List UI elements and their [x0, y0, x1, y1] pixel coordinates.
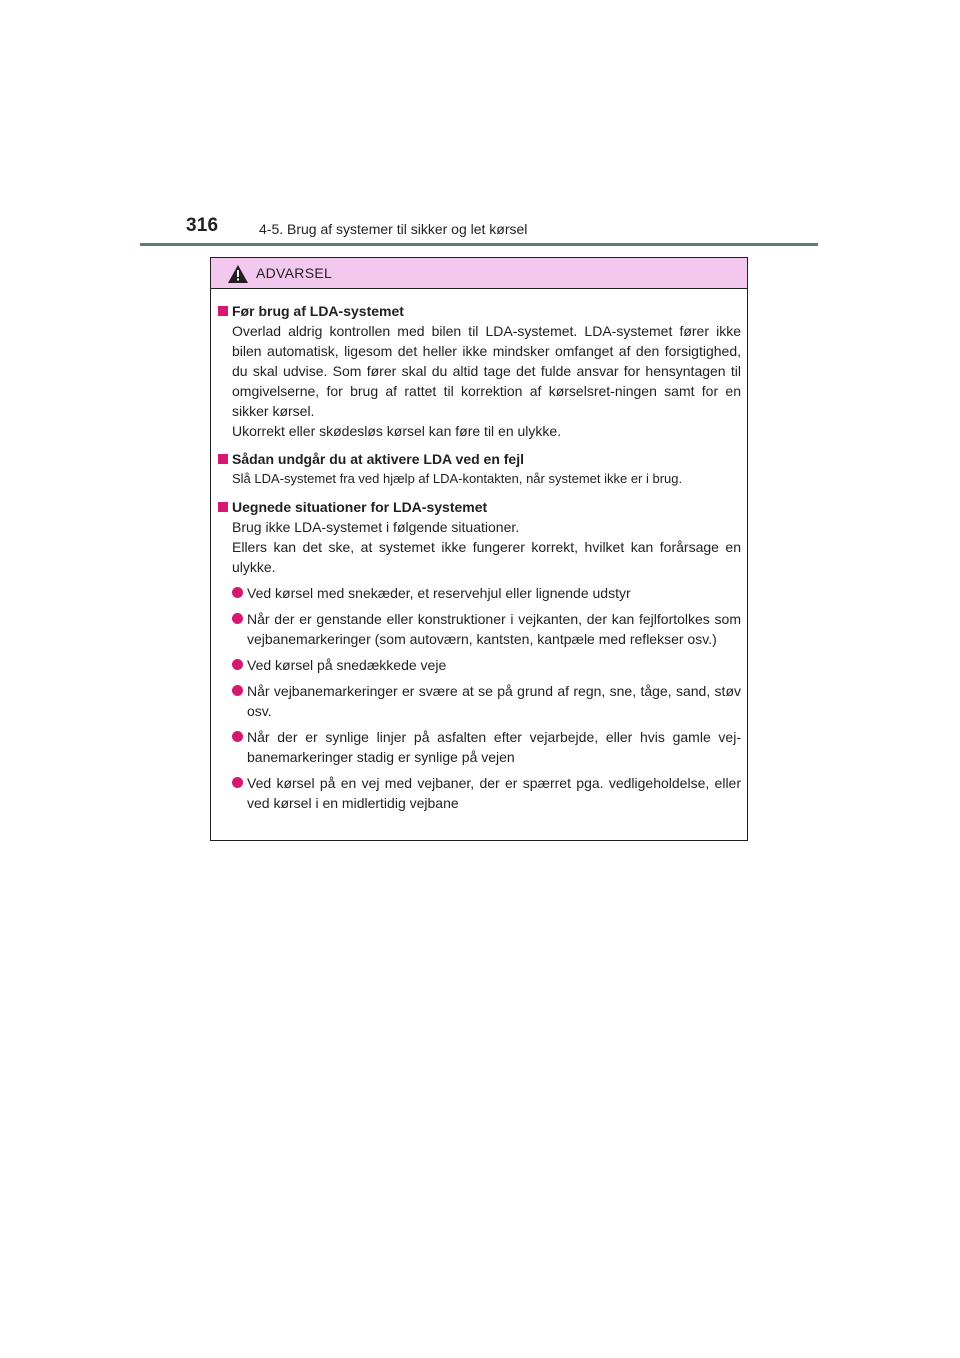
list-item — [216, 583, 741, 603]
circle-bullet-icon — [232, 613, 243, 624]
page-number: 316 — [186, 215, 219, 236]
list-item-text: Når vejbanemarkeringer er svære at se på grund af regn, sne, tåge, sand, støv osv. — [247, 683, 741, 719]
item-heading-text: Før brug af LDA-systemet — [232, 303, 404, 319]
item-heading — [216, 301, 741, 321]
square-bullet-icon — [218, 454, 228, 464]
list-item — [216, 727, 741, 767]
warning-triangle-icon — [228, 265, 248, 283]
item-heading — [216, 497, 741, 517]
circle-bullet-icon — [232, 587, 243, 598]
paragraph: Ellers kan det ske, at systemet ikke fungerer korrekt, hvilket kan forårsage en ulykke. — [232, 539, 741, 575]
list-item — [216, 681, 741, 721]
paragraph: Overlad aldrig kontrollen med bilen til LDA-systemet. LDA-systemet fører ikke bilen automatisk, ligesom det heller ikke mindsker omfanget af den forsigtighed, du skal udvise. Som fører skal du altid tage det fulde ansvar for hensyntagen til omgivelserne, for brug af rattet til korrektion af kørselsret-ningen samt for en sikker kørsel. — [232, 323, 741, 419]
item-heading-text: Uegnede situationer for LDA-systemet — [232, 499, 488, 515]
section-title: 4-5. Brug af systemer til sikker og let kørsel — [259, 221, 528, 237]
circle-bullet-icon — [232, 731, 243, 742]
list-item — [216, 655, 741, 675]
warning-body — [211, 289, 747, 813]
circle-bullet-icon — [232, 685, 243, 696]
list-item — [216, 773, 741, 813]
square-bullet-icon — [218, 502, 228, 512]
list-item-text: Ved kørsel med snekæder, et reservehjul eller lignende udstyr — [247, 585, 631, 601]
paragraph: Slå LDA-systemet fra ved hjælp af LDA-kontakten, når systemet ikke er i brug. — [232, 471, 683, 486]
paragraph: Brug ikke LDA-systemet i følgende situationer. — [232, 519, 520, 535]
circle-bullet-icon — [232, 777, 243, 788]
warning-box — [210, 257, 748, 841]
warning-title: ADVARSEL — [256, 265, 333, 281]
warning-item-avoid-activation — [216, 449, 741, 489]
list-item-text: Når der er synlige linjer på asfalten efter vejarbejde, eller hvis gamle vej-banemarkeringer stadig er synlige på vejen — [247, 729, 741, 765]
item-heading — [216, 449, 741, 469]
warning-item-before-use — [216, 301, 741, 441]
list-item-text: Ved kørsel på snedækkede veje — [247, 657, 447, 673]
warning-item-unsuitable-situations — [216, 497, 741, 813]
circle-bullet-icon — [232, 659, 243, 670]
list-item — [216, 609, 741, 649]
item-heading-text: Sådan undgår du at aktivere LDA ved en fejl — [232, 451, 524, 467]
square-bullet-icon — [218, 306, 228, 316]
header-divider — [140, 243, 818, 246]
list-item-text: Ved kørsel på en vej med vejbaner, der er spærret pga. vedligeholdelse, eller ved kørsel i en midlertidig vejbane — [247, 775, 741, 811]
paragraph: Ukorrekt eller skødesløs kørsel kan føre til en ulykke. — [232, 423, 562, 439]
warning-header — [211, 258, 747, 289]
list-item-text: Når der er genstande eller konstruktioner i vejkanten, der kan fejlfortolkes som vejbanemarkeringer (som autoværn, kantsten, kantpæle med reflekser osv.) — [247, 611, 741, 647]
